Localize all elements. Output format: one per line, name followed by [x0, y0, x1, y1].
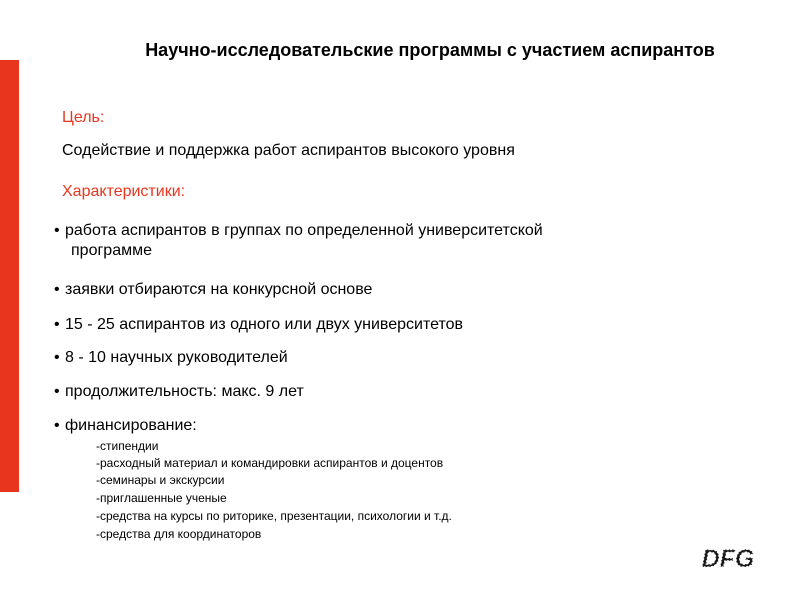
bullet-marker: •	[54, 316, 60, 333]
bullet-marker: •	[54, 383, 60, 400]
dfg-logo-text: DFG	[701, 545, 755, 573]
bullet-text: финансирование:	[65, 417, 197, 434]
bullet-marker: •	[54, 281, 60, 298]
accent-sidebar-bar	[0, 60, 19, 492]
dfg-logo	[699, 543, 757, 573]
bullet-text: работа аспирантов в группах по определенной университетской	[65, 222, 543, 239]
funding-subitem: -средства для координаторов	[96, 527, 262, 541]
slide-title: Научно-исследовательские программы с участием аспирантов	[145, 40, 715, 60]
funding-subitem: -стипендии	[96, 439, 159, 453]
funding-subitem: -приглашенные ученые	[96, 491, 227, 505]
bullet-item	[54, 348, 288, 368]
bullet-text: продолжительность: макс. 9 лет	[65, 383, 304, 400]
funding-subitem: -семинары и экскурсии	[96, 473, 225, 487]
characteristics-heading: Характеристики:	[62, 183, 186, 200]
bullet-item	[54, 416, 197, 436]
bullet-item	[54, 221, 543, 261]
funding-subitem: -средства на курсы по риторике, презентации, психологии и т.д.	[96, 509, 452, 523]
funding-subitem: -расходный материал и командировки аспирантов и доцентов	[96, 456, 444, 470]
bullet-marker: •	[54, 349, 60, 366]
bullet-text-continued: программе	[71, 242, 152, 259]
bullet-text: 8 - 10 научных руководителей	[65, 349, 288, 366]
bullet-item	[54, 315, 463, 335]
goal-heading: Цель:	[62, 109, 105, 126]
bullet-text: заявки отбираются на конкурсной основе	[65, 281, 373, 298]
bullet-marker: •	[54, 222, 60, 239]
bullet-text: 15 - 25 аспирантов из одного или двух университетов	[65, 316, 464, 333]
bullet-item	[54, 382, 304, 402]
goal-text: Содействие и поддержка работ аспирантов высокого уровня	[62, 142, 515, 159]
bullet-item	[54, 280, 372, 300]
bullet-marker: •	[54, 417, 60, 434]
